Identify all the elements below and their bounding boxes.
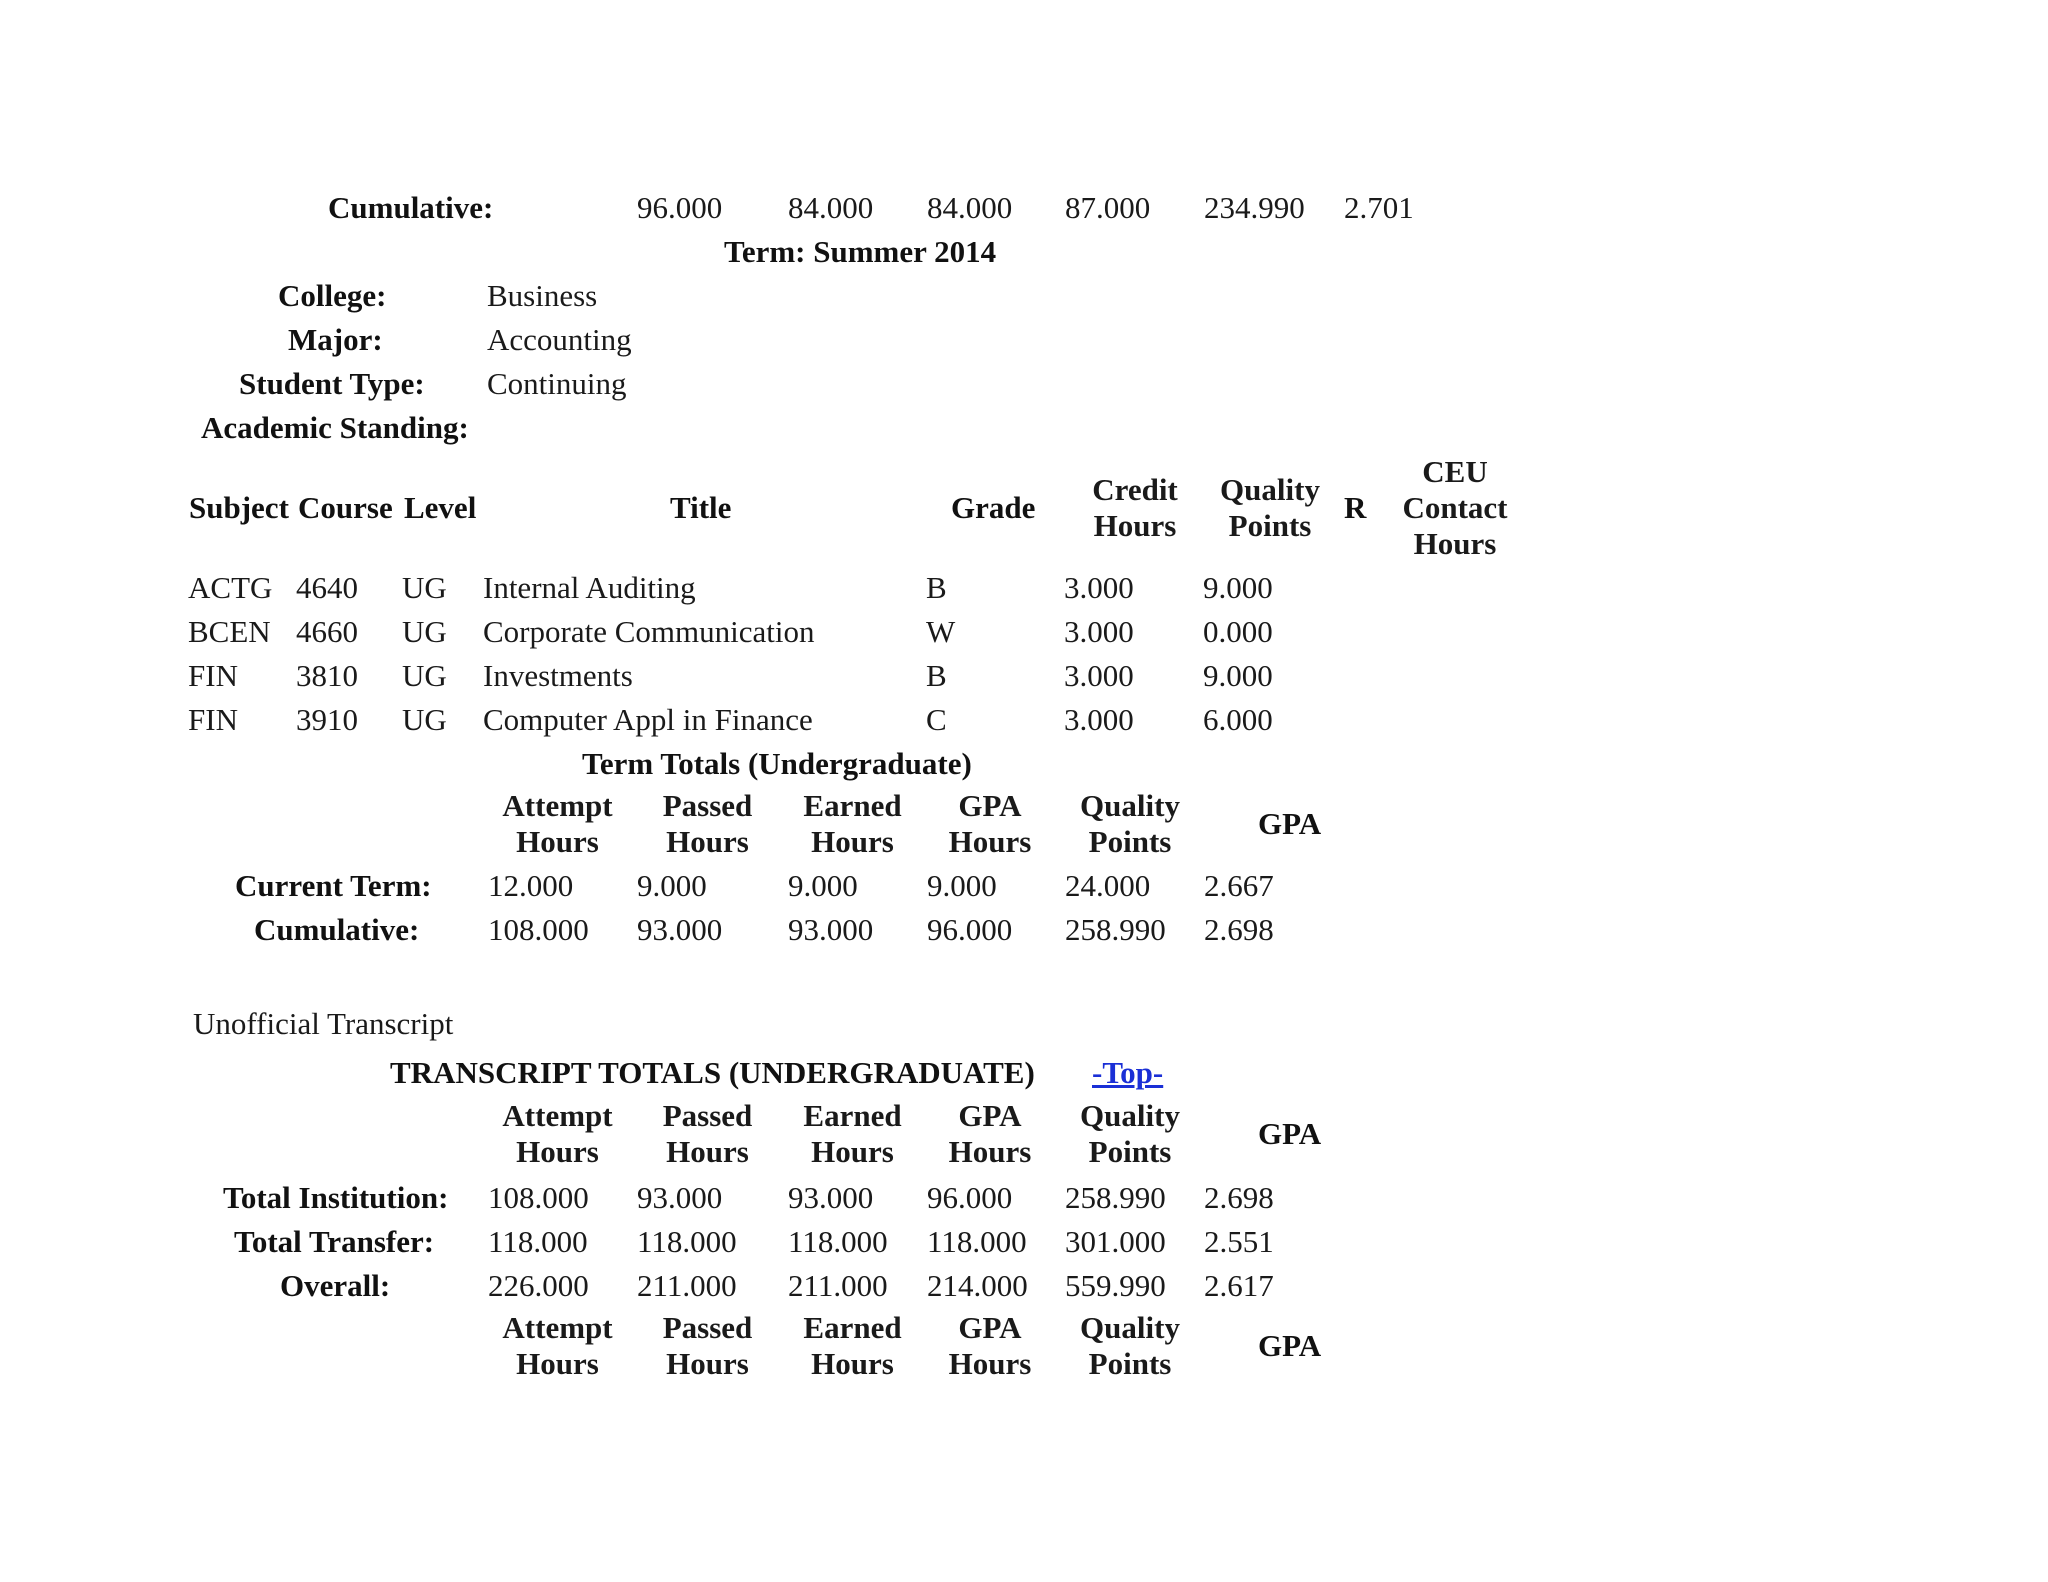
- header-level: Level: [404, 490, 477, 525]
- term-header-gpa-hours-line1: GPA: [958, 788, 1022, 823]
- course-title: Computer Appl in Finance: [483, 702, 813, 737]
- term-header-earned: [785, 788, 920, 860]
- course-subject: FIN: [188, 658, 238, 693]
- prev-cumulative-quality: 234.990: [1204, 190, 1305, 225]
- course-number: 4640: [296, 570, 358, 605]
- unofficial-transcript-label: Unofficial Transcript: [193, 1006, 454, 1041]
- footer-header-gpa-hours-line2: Hours: [948, 1346, 1032, 1381]
- cumulative-quality: 258.990: [1065, 912, 1166, 947]
- header-credit-hours: [1070, 472, 1200, 544]
- transfer-attempt: 118.000: [488, 1224, 588, 1259]
- header-repeat: R: [1344, 490, 1367, 525]
- student-type-label: Student Type:: [239, 366, 425, 401]
- transcript-header-gpa-hours: [925, 1098, 1055, 1170]
- header-quality-line1: Quality: [1220, 472, 1320, 507]
- course-grade: W: [926, 614, 956, 649]
- prev-cumulative-attempt: 96.000: [637, 190, 723, 225]
- header-grade: Grade: [951, 490, 1036, 525]
- transcript-header-attempt: [490, 1098, 625, 1170]
- course-number: 3910: [296, 702, 358, 737]
- institution-gpa-hours: 96.000: [927, 1180, 1013, 1215]
- course-quality: 9.000: [1203, 658, 1273, 693]
- transcript-header-passed: [640, 1098, 775, 1170]
- prev-cumulative-earned: 84.000: [927, 190, 1013, 225]
- term-header-quality-line1: Quality: [1080, 788, 1180, 823]
- header-title: Title: [670, 490, 732, 525]
- header-ceu-line3: Hours: [1413, 526, 1497, 561]
- cumulative-label: Cumulative:: [254, 912, 420, 947]
- header-subject: Subject: [189, 490, 289, 525]
- transfer-earned: 118.000: [788, 1224, 888, 1259]
- overall-attempt: 226.000: [488, 1268, 589, 1303]
- course-level: UG: [402, 658, 447, 693]
- transfer-gpa-hours: 118.000: [927, 1224, 1027, 1259]
- prev-cumulative-passed: 84.000: [788, 190, 874, 225]
- course-grade: C: [926, 702, 947, 737]
- cumulative-gpa: 2.698: [1204, 912, 1274, 947]
- course-quality: 6.000: [1203, 702, 1273, 737]
- institution-quality: 258.990: [1065, 1180, 1166, 1215]
- header-ceu-line2: Contact: [1402, 490, 1508, 525]
- term-header-gpa-hours-line2: Hours: [948, 824, 1032, 859]
- current-term-label: Current Term:: [235, 868, 432, 903]
- institution-attempt: 108.000: [488, 1180, 589, 1215]
- current-term-quality: 24.000: [1065, 868, 1151, 903]
- course-subject: FIN: [188, 702, 238, 737]
- transcript-header-gpa-hours-line2: Hours: [948, 1134, 1032, 1169]
- overall-earned: 211.000: [788, 1268, 888, 1303]
- header-quality-points: [1205, 472, 1335, 544]
- prev-cumulative-gpa: 2.701: [1344, 190, 1414, 225]
- transcript-header-passed-line2: Hours: [666, 1134, 749, 1169]
- major-value: Accounting: [487, 322, 632, 357]
- header-credit-line2: Hours: [1093, 508, 1177, 543]
- term-heading: Term: Summer 2014: [724, 234, 997, 269]
- term-header-passed-line1: Passed: [662, 788, 753, 823]
- course-grade: B: [926, 658, 947, 693]
- footer-header-attempt-line1: Attempt: [502, 1310, 613, 1345]
- overall-quality: 559.990: [1065, 1268, 1166, 1303]
- term-header-earned-line2: Hours: [811, 824, 894, 859]
- footer-header-gpa-hours-line1: GPA: [958, 1310, 1022, 1345]
- footer-header-earned-line2: Hours: [811, 1346, 894, 1381]
- footer-header-quality: [1065, 1310, 1195, 1382]
- footer-header-quality-line2: Points: [1088, 1346, 1172, 1381]
- transfer-passed: 118.000: [637, 1224, 737, 1259]
- transcript-header-quality: [1065, 1098, 1195, 1170]
- current-term-earned: 9.000: [788, 868, 858, 903]
- cumulative-gpa-hours: 96.000: [927, 912, 1013, 947]
- transcript-totals-heading: TRANSCRIPT TOTALS (UNDERGRADUATE): [390, 1055, 1035, 1090]
- institution-passed: 93.000: [637, 1180, 723, 1215]
- footer-header-passed-line1: Passed: [662, 1310, 753, 1345]
- transcript-header-earned: [785, 1098, 920, 1170]
- overall-passed: 211.000: [637, 1268, 737, 1303]
- header-ceu-line1: CEU: [1422, 454, 1488, 489]
- prev-cumulative-gpa-hours: 87.000: [1065, 190, 1151, 225]
- header-ceu-contact-hours: [1390, 454, 1520, 562]
- header-credit-line1: Credit: [1092, 472, 1178, 507]
- institution-earned: 93.000: [788, 1180, 874, 1215]
- academic-standing-label: Academic Standing:: [201, 410, 469, 445]
- overall-label: Overall:: [280, 1268, 391, 1303]
- footer-header-quality-line1: Quality: [1080, 1310, 1180, 1345]
- top-link[interactable]: -Top-: [1092, 1055, 1164, 1090]
- total-institution-label: Total Institution:: [223, 1180, 449, 1215]
- transcript-header-quality-line2: Points: [1088, 1134, 1172, 1169]
- overall-gpa-hours: 214.000: [927, 1268, 1028, 1303]
- term-header-attempt: [490, 788, 625, 860]
- student-type-value: Continuing: [487, 366, 627, 401]
- transfer-gpa: 2.551: [1204, 1224, 1274, 1259]
- institution-gpa: 2.698: [1204, 1180, 1274, 1215]
- current-term-passed: 9.000: [637, 868, 707, 903]
- transcript-header-attempt-line2: Hours: [516, 1134, 599, 1169]
- course-subject: BCEN: [188, 614, 271, 649]
- term-header-quality: [1065, 788, 1195, 860]
- college-label: College:: [278, 278, 387, 313]
- footer-header-attempt: [490, 1310, 625, 1382]
- current-term-gpa-hours: 9.000: [927, 868, 997, 903]
- course-title: Corporate Communication: [483, 614, 815, 649]
- term-header-gpa-hours: [925, 788, 1055, 860]
- course-level: UG: [402, 614, 447, 649]
- term-header-gpa: GPA: [1258, 806, 1322, 841]
- header-quality-line2: Points: [1228, 508, 1312, 543]
- total-transfer-label: Total Transfer:: [234, 1224, 435, 1259]
- footer-header-passed-line2: Hours: [666, 1346, 749, 1381]
- header-course: Course: [298, 490, 393, 525]
- term-totals-heading: Term Totals (Undergraduate): [582, 746, 972, 781]
- term-header-passed: [640, 788, 775, 860]
- transcript-header-earned-line1: Earned: [803, 1098, 902, 1133]
- footer-header-attempt-line2: Hours: [516, 1346, 599, 1381]
- term-header-earned-line1: Earned: [803, 788, 902, 823]
- major-label: Major:: [288, 322, 383, 357]
- course-number: 3810: [296, 658, 358, 693]
- footer-header-passed: [640, 1310, 775, 1382]
- course-number: 4660: [296, 614, 358, 649]
- course-subject: ACTG: [188, 570, 273, 605]
- cumulative-earned: 93.000: [788, 912, 874, 947]
- current-term-gpa: 2.667: [1204, 868, 1274, 903]
- cumulative-attempt: 108.000: [488, 912, 589, 947]
- transcript-header-earned-line2: Hours: [811, 1134, 894, 1169]
- transcript-header-passed-line1: Passed: [662, 1098, 753, 1133]
- footer-header-gpa-hours: [925, 1310, 1055, 1382]
- course-credit: 3.000: [1064, 658, 1134, 693]
- course-level: UG: [402, 570, 447, 605]
- transcript-header-quality-line1: Quality: [1080, 1098, 1180, 1133]
- course-credit: 3.000: [1064, 614, 1134, 649]
- term-header-attempt-line1: Attempt: [502, 788, 613, 823]
- cumulative-passed: 93.000: [637, 912, 723, 947]
- course-quality: 0.000: [1203, 614, 1273, 649]
- overall-gpa: 2.617: [1204, 1268, 1274, 1303]
- prev-cumulative-label: Cumulative:: [328, 190, 494, 225]
- course-credit: 3.000: [1064, 570, 1134, 605]
- transcript-header-gpa-hours-line1: GPA: [958, 1098, 1022, 1133]
- transcript-header-attempt-line1: Attempt: [502, 1098, 613, 1133]
- course-title: Investments: [483, 658, 633, 693]
- course-title: Internal Auditing: [483, 570, 696, 605]
- course-credit: 3.000: [1064, 702, 1134, 737]
- course-quality: 9.000: [1203, 570, 1273, 605]
- current-term-attempt: 12.000: [488, 868, 574, 903]
- college-value: Business: [487, 278, 598, 313]
- footer-header-earned-line1: Earned: [803, 1310, 902, 1345]
- transcript-header-gpa: GPA: [1258, 1116, 1322, 1151]
- footer-header-gpa: GPA: [1258, 1328, 1322, 1363]
- footer-header-earned: [785, 1310, 920, 1382]
- course-grade: B: [926, 570, 947, 605]
- term-header-attempt-line2: Hours: [516, 824, 599, 859]
- term-header-passed-line2: Hours: [666, 824, 749, 859]
- course-level: UG: [402, 702, 447, 737]
- transfer-quality: 301.000: [1065, 1224, 1166, 1259]
- term-header-quality-line2: Points: [1088, 824, 1172, 859]
